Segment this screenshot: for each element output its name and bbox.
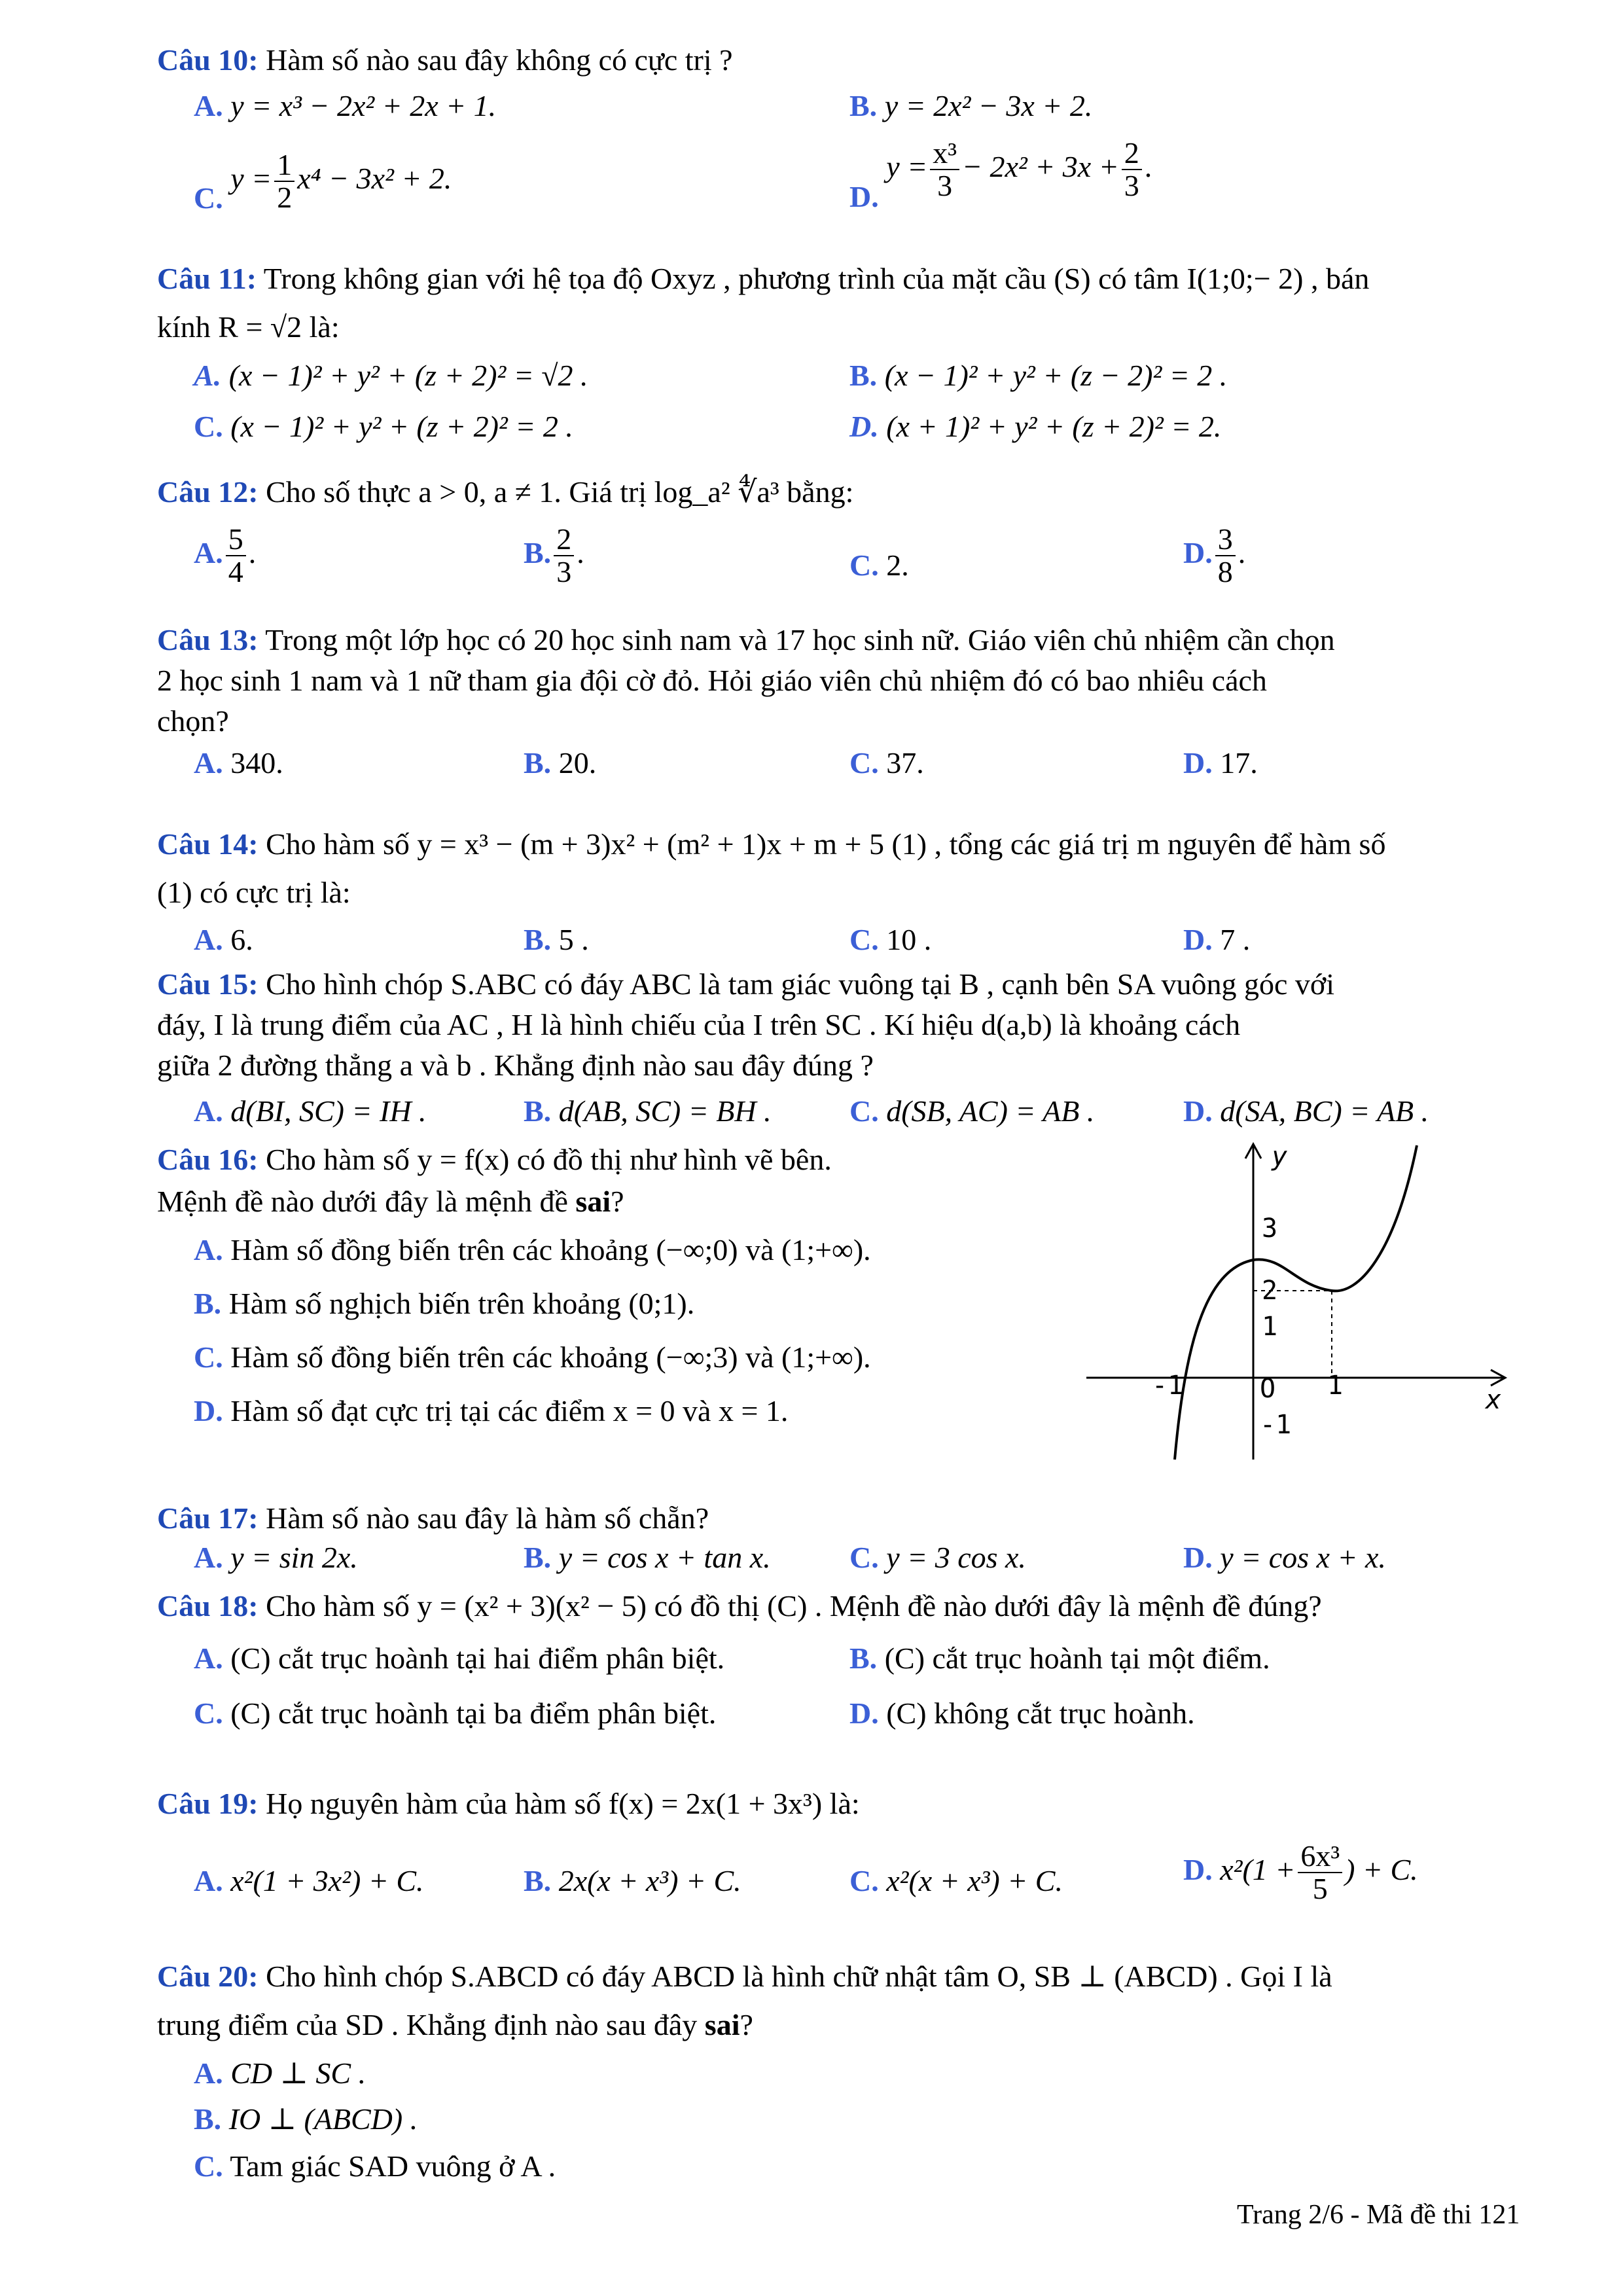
question-text: Họ nguyên hàm của hàm số f(x) = 2x(1 + 3x³) là:	[266, 1787, 860, 1820]
option-expr: y = 2x² − 3x + 2.	[884, 89, 1093, 122]
option-label: B.	[849, 1641, 878, 1675]
option-expr: d(AB, SC) = BH .	[558, 1094, 772, 1128]
question-label: Câu 11:	[157, 262, 257, 295]
q16-option-d	[194, 1393, 788, 1429]
denominator: 5	[1312, 1872, 1328, 1906]
x-axis-label: x	[1486, 1385, 1502, 1415]
denominator: 8	[1217, 555, 1233, 589]
q14-option-b	[524, 922, 589, 958]
q13-option-c	[849, 745, 924, 781]
option-label: C.	[849, 746, 879, 780]
fraction	[1215, 524, 1236, 588]
q20-option-c	[194, 2148, 556, 2184]
option-label: C.	[849, 923, 879, 956]
denominator: 2	[277, 181, 293, 215]
question-20-line2	[157, 2007, 753, 2043]
option-expr: d(SB, AC) = AB .	[886, 1094, 1095, 1128]
option-expr: 2.	[886, 548, 909, 582]
denominator: 3	[937, 169, 953, 203]
question-text: Cho hàm số y = (x² + 3)(x² − 5) có đồ thị (C) . Mệnh đề nào dưới đây là mệnh đề đúng?	[266, 1589, 1322, 1623]
option-expr-tail: .	[577, 535, 584, 569]
numerator: 2	[1122, 137, 1142, 170]
option-expr: 5 .	[558, 923, 589, 956]
question-label: Câu 20:	[157, 1960, 259, 1993]
option-label: A.	[194, 923, 223, 956]
option-label: A.	[194, 1541, 223, 1574]
option-label: B.	[524, 1864, 552, 1897]
numerator: 6x³	[1298, 1840, 1342, 1873]
q15-option-d	[1183, 1093, 1429, 1129]
option-expr: 20.	[558, 746, 597, 780]
option-label: C.	[849, 1094, 879, 1128]
option-label: C.	[849, 1864, 879, 1897]
q14-option-d	[1183, 922, 1250, 958]
option-expr: y = x³ − 2x² + 2x + 1.	[230, 89, 497, 122]
question-12	[157, 474, 853, 510]
question-13	[157, 622, 1335, 658]
question-17	[157, 1500, 709, 1536]
question-label: Câu 16:	[157, 1143, 259, 1176]
q13-option-d	[1183, 745, 1258, 781]
option-expr: Hàm số nghịch biến trên khoảng (0;1).	[228, 1287, 695, 1320]
q14-option-a	[194, 922, 253, 958]
q19-option-c	[849, 1863, 1063, 1899]
question-13-line2: 2 học sinh 1 nam và 1 nữ tham gia đội cờ đỏ. Hỏi giáo viên chủ nhiệm đó có bao nhiêu cách	[157, 664, 1267, 697]
option-expr-tail: ) + C.	[1345, 1852, 1418, 1886]
tick-label-xm1: -1	[1152, 1371, 1184, 1401]
y-axis-label: y	[1272, 1141, 1288, 1172]
option-expr: (C) cắt trục hoành tại một điểm.	[884, 1641, 1270, 1675]
question-19	[157, 1785, 860, 1821]
option-label: C.	[194, 181, 223, 215]
option-label: A.	[194, 359, 222, 392]
tick-label-ym1: -1	[1260, 1410, 1292, 1440]
option-expr: Hàm số đạt cực trị tại các điểm x = 0 và x = 1.	[230, 1394, 789, 1427]
question-16-line2	[157, 1183, 624, 1219]
question-15	[157, 966, 1334, 1002]
question-text: Mệnh đề nào dưới đây là mệnh đề	[157, 1185, 576, 1218]
q15-option-b	[524, 1093, 772, 1129]
option-label: B.	[524, 1094, 552, 1128]
denominator: 3	[1124, 169, 1139, 203]
option-label: A.	[194, 1864, 223, 1897]
option-expr: 10 .	[886, 923, 932, 956]
tick-label-x1: 1	[1327, 1371, 1344, 1401]
option-label: A.	[194, 746, 223, 780]
option-expr-tail: .	[1238, 535, 1246, 569]
tick-label-y1: 1	[1262, 1312, 1278, 1342]
option-label: D.	[1183, 1094, 1213, 1128]
question-label: Câu 15:	[157, 967, 259, 1001]
option-label: D.	[1183, 746, 1213, 780]
option-label: D.	[1183, 1852, 1213, 1886]
question-18	[157, 1588, 1322, 1624]
option-expr: y = 3 cos x.	[886, 1541, 1026, 1574]
q19-option-b	[524, 1863, 741, 1899]
option-expr-tail: .	[1144, 149, 1152, 183]
option-expr: Tam giác SAD vuông ở A .	[230, 2149, 556, 2183]
q17-option-d	[1183, 1539, 1386, 1575]
question-text: Trong một lớp học có 20 học sinh nam và 17 học sinh nữ. Giáo viên chủ nhiệm cần chọn	[265, 623, 1335, 656]
option-label: A.	[194, 89, 223, 122]
q12-option-c	[849, 547, 909, 583]
function-curve	[1175, 1145, 1417, 1460]
fraction	[930, 137, 959, 202]
numerator: 1	[274, 149, 294, 182]
question-label: Câu 12:	[157, 475, 259, 509]
question-text: trung điểm của SD . Khẳng định nào sau đây	[157, 2008, 705, 2041]
page-footer: Trang 2/6 - Mã đề thi 121	[1237, 2200, 1520, 2230]
denominator: 3	[556, 555, 572, 589]
q16-option-a	[194, 1232, 871, 1268]
option-label: D.	[1183, 535, 1213, 569]
option-label: B.	[524, 1541, 552, 1574]
q11-option-c	[194, 408, 573, 444]
origin-label: O	[1260, 1374, 1276, 1404]
q18-option-b	[849, 1640, 1270, 1676]
option-expr: x²(1 + 3x²) + C.	[230, 1864, 424, 1897]
option-expr-tail: x⁴ − 3x² + 2.	[297, 161, 452, 195]
question-11-line2: kính R = √2 là:	[157, 310, 340, 344]
question-15-line2: đáy, I là trung điểm của AC , H là hình chiếu của I trên SC . Kí hiệu d(a,b) là khoảng cách	[157, 1008, 1241, 1041]
question-text: Hàm số nào sau đây không có cực trị ?	[266, 43, 733, 77]
q13-option-a	[194, 745, 283, 781]
question-text: Hàm số nào sau đây là hàm số chẵn?	[266, 1501, 709, 1535]
option-expr: x²(1 +	[1220, 1852, 1296, 1886]
emphasis: sai	[704, 2008, 740, 2041]
q15-option-c	[849, 1093, 1094, 1129]
q18-option-d	[849, 1695, 1195, 1731]
numerator: 5	[226, 524, 246, 556]
option-label: B.	[524, 923, 552, 956]
option-label: D.	[849, 179, 879, 213]
option-expr: d(BI, SC) = IH .	[230, 1094, 427, 1128]
option-label: A.	[194, 2056, 223, 2090]
question-label: Câu 10:	[157, 43, 259, 77]
option-label: A.	[194, 1641, 223, 1675]
q16-option-b	[194, 1285, 694, 1321]
option-label: D.	[1183, 1541, 1213, 1574]
question-label: Câu 18:	[157, 1589, 259, 1623]
q10-option-d	[849, 136, 1152, 213]
q14-option-c	[849, 922, 931, 958]
option-expr: IO ⊥ (ABCD) .	[228, 2102, 418, 2136]
q19-option-a	[194, 1863, 424, 1899]
question-text: Cho hình chóp S.ABCD có đáy ABCD là hình chữ nhật tâm O, SB ⊥ (ABCD) . Gọi I là	[266, 1960, 1332, 1993]
question-10	[157, 42, 733, 78]
numerator: x³	[930, 137, 959, 170]
option-label: B.	[524, 535, 552, 569]
q13-option-b	[524, 745, 596, 781]
option-label: D.	[1183, 923, 1213, 956]
question-label: Câu 14:	[157, 827, 259, 861]
fraction	[274, 149, 294, 214]
option-label: A.	[194, 1094, 223, 1128]
question-11	[157, 260, 1534, 296]
option-expr: (x − 1)² + y² + (z + 2)² = √2 .	[228, 359, 588, 392]
option-expr: (x − 1)² + y² + (z − 2)² = 2 .	[884, 359, 1228, 392]
option-label: B.	[524, 746, 552, 780]
numerator: 3	[1215, 524, 1236, 556]
q12-option-b	[524, 524, 584, 588]
option-expr: (x − 1)² + y² + (z + 2)² = 2 .	[230, 410, 573, 443]
option-expr: 2x(x + x³) + C.	[558, 1864, 741, 1897]
option-label: A.	[194, 535, 223, 569]
option-expr: Hàm số đồng biến trên các khoảng (−∞;3) và (1;+∞).	[230, 1340, 871, 1374]
option-expr: 37.	[886, 746, 924, 780]
option-label: B.	[849, 359, 878, 392]
option-label: B.	[849, 89, 878, 122]
option-label: C.	[194, 1696, 223, 1730]
option-expr: y = cos x + tan x.	[558, 1541, 771, 1574]
option-expr: d(SA, BC) = AB .	[1220, 1094, 1429, 1128]
q19-option-d	[1183, 1840, 1418, 1905]
question-20	[157, 1958, 1332, 1994]
question-label: Câu 13:	[157, 623, 259, 656]
question-15-line3: giữa 2 đường thẳng a và b . Khẳng định nào sau đây đúng ?	[157, 1049, 874, 1082]
option-label: A.	[194, 1233, 223, 1266]
question-mark: ?	[740, 2008, 753, 2041]
option-label: C.	[849, 1541, 879, 1574]
option-label: C.	[194, 2149, 223, 2183]
question-text: Trong không gian với hệ tọa độ Oxyz , phương trình của mặt cầu (S) có tâm I(1;0;− 2) , bán	[263, 262, 1370, 295]
q11-option-a	[194, 357, 588, 393]
q11-option-d	[849, 408, 1221, 444]
option-expr-tail: .	[248, 535, 257, 569]
option-expr: y =	[230, 161, 272, 195]
q18-option-a	[194, 1640, 724, 1676]
option-expr: (C) cắt trục hoành tại hai điểm phân biệt.	[230, 1641, 725, 1675]
emphasis: sai	[575, 1185, 611, 1218]
q17-option-a	[194, 1539, 358, 1575]
question-16	[157, 1141, 832, 1177]
q20-option-a	[194, 2055, 366, 2091]
q10-option-c	[194, 149, 452, 214]
option-expr: x²(x + x³) + C.	[886, 1864, 1063, 1897]
option-expr-mid: − 2x² + 3x +	[962, 149, 1119, 183]
option-label: C.	[194, 410, 223, 443]
question-14-line2: (1) có cực trị là:	[157, 876, 351, 909]
function-graph	[1086, 1139, 1518, 1466]
option-label: D.	[849, 410, 879, 443]
denominator: 4	[228, 555, 243, 589]
option-label: C.	[849, 548, 879, 582]
tick-label-y3: 3	[1262, 1213, 1278, 1244]
q18-option-c	[194, 1695, 716, 1731]
option-expr: y = sin 2x.	[230, 1541, 358, 1574]
option-expr: (C) cắt trục hoành tại ba điểm phân biệt.	[230, 1696, 717, 1730]
question-text: Cho hàm số y = x³ − (m + 3)x² + (m² + 1)x + m + 5 (1) , tổng các giá trị m nguyên để hàm số	[266, 827, 1386, 861]
q17-option-b	[524, 1539, 771, 1575]
q20-option-b	[194, 2101, 418, 2137]
fraction	[554, 524, 574, 588]
option-label: B.	[194, 1287, 222, 1320]
q10-option-b	[849, 88, 1092, 124]
q12-option-a	[194, 524, 256, 588]
option-expr: 340.	[230, 746, 283, 780]
q17-option-c	[849, 1539, 1026, 1575]
fraction	[1298, 1840, 1342, 1905]
option-expr: 17.	[1220, 746, 1258, 780]
option-expr: (C) không cắt trục hoành.	[886, 1696, 1195, 1730]
q16-option-c	[194, 1339, 871, 1375]
option-label: D.	[194, 1394, 223, 1427]
option-label: C.	[194, 1340, 223, 1374]
q12-option-d	[1183, 524, 1245, 588]
fraction	[226, 524, 246, 588]
option-expr: y = cos x + x.	[1220, 1541, 1386, 1574]
q11-option-b	[849, 357, 1227, 393]
question-mark: ?	[611, 1185, 624, 1218]
option-expr: y =	[886, 149, 928, 183]
option-expr: 6.	[230, 923, 253, 956]
numerator: 2	[554, 524, 574, 556]
question-13-line3: chọn?	[157, 704, 229, 738]
option-expr: CD ⊥ SC .	[230, 2056, 366, 2090]
q10-option-a	[194, 88, 496, 124]
option-label: D.	[849, 1696, 879, 1730]
q15-option-a	[194, 1093, 427, 1129]
question-text: Cho số thực a > 0, a ≠ 1. Giá trị log_a² ∜a³ bằng:	[266, 475, 854, 509]
question-text: Cho hình chóp S.ABC có đáy ABC là tam giác vuông tại B , cạnh bên SA vuông góc với	[266, 967, 1335, 1001]
fraction	[1122, 137, 1142, 202]
option-expr: 7 .	[1220, 923, 1251, 956]
question-label: Câu 19:	[157, 1787, 259, 1820]
question-text: Cho hàm số y = f(x) có đồ thị như hình vẽ bên.	[266, 1143, 832, 1176]
option-expr: (x + 1)² + y² + (z + 2)² = 2.	[886, 410, 1222, 443]
question-14	[157, 826, 1385, 862]
option-expr: Hàm số đồng biến trên các khoảng (−∞;0) và (1;+∞).	[230, 1233, 871, 1266]
option-label: B.	[194, 2102, 222, 2136]
question-label: Câu 17:	[157, 1501, 259, 1535]
tick-label-y2: 2	[1262, 1276, 1278, 1306]
